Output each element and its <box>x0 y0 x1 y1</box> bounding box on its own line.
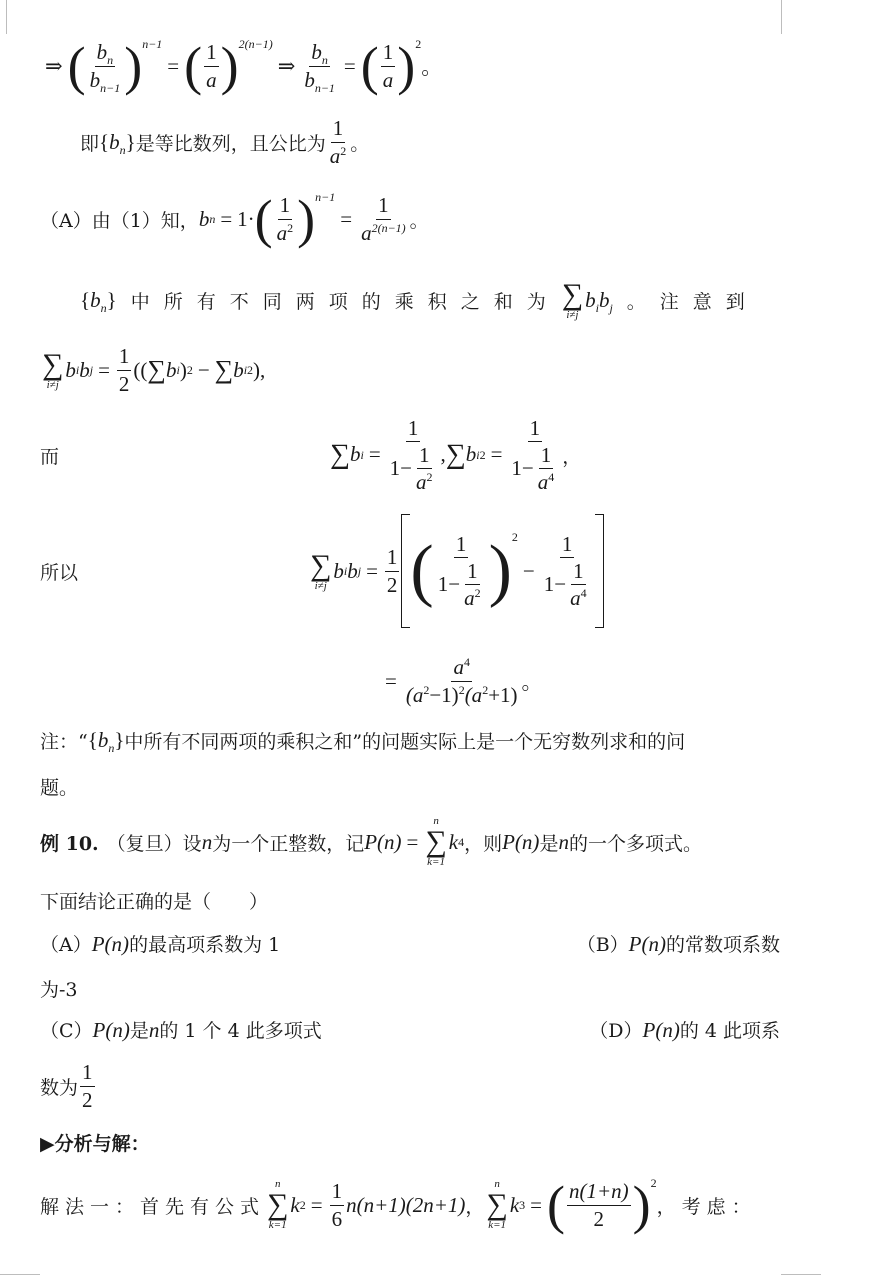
option-d-continued: 数为 $\frac{1}{2}$ <box>40 1060 93 1112</box>
note-line: 注：“ $\{b_n\}$ 中所有不同两项的乘积之和”的问题实际上是一个无穷数列求和的问 <box>40 727 686 755</box>
option-b[interactable]: （B）P(n)的常数项系数 <box>576 931 780 956</box>
solution-method-one: 解法一：首先有公式 n ∑ k=1 k 2 = $\frac{1}{6}$ n(n+1)(2n+1) ， n ∑ k=1 k 3 = ( $\frac{n(1+n)}{2}$ ) $^2$ ，考虑： <box>40 1175 757 1235</box>
option-b-continued: 为-3 <box>40 978 78 1001</box>
note-line-end: 题。 <box>40 776 79 799</box>
crop-mark-bottom-left <box>0 1274 40 1275</box>
option-c[interactable]: （C）P(n)是n的 1 个 4 此多项式 <box>40 1017 322 1042</box>
product-sum-identity: ∑ i≠j b i b j = $\frac{1}{2}$ (( ∑ b i ) 2 − ∑ b i 2 ), <box>42 344 266 396</box>
equation-ratio-implication: ⇒ ( $\frac{b_n}{b_{n-1}}$ ) $^{n-1}$ = ( $\frac{1}{a}$ ) $^{2(n-1)}$ ⇒ $\frac{b_n}{b_{n-1}}$ = ( $\frac{1}{a}$ ) $^2$ 。 <box>45 36 443 96</box>
geometric-sequence-statement: 即 $\{b_n\}$ 是等比数列，且公比为 $\frac{1}{a^2}$ 。 <box>80 116 370 168</box>
option-d[interactable]: （D）P(n)的 4 此项系 <box>589 1017 780 1042</box>
sum-values: 而 ∑ b i = 1 1− $\frac{1}{a^2}$ , ∑ b i 2 = 1 1− $\frac{1}{a^4}$ ， <box>40 415 582 495</box>
bn-formula: （A）由（1）知， b n = 1 · ( $\frac{1}{a^2}$ ) $^{n-1}$ = $\frac{1}{a^{2(n-1)}}$ 。 <box>40 189 429 249</box>
final-expression: = $\frac{a^4}{(a^2-1)^2(a^2+1)}$ 。 <box>385 655 543 707</box>
question-prompt: 下面结论正确的是（ ） <box>40 890 269 913</box>
analysis-heading: ▶分析与解： <box>40 1132 150 1155</box>
product-sum-intro: $\{b_n\}$ 中所有不同两项的乘积之和为 ∑ i≠j $b_ib_j$ 。注意到 <box>80 277 759 321</box>
crop-mark-top-left <box>6 0 7 34</box>
example-10-statement: 例 10. （复旦）设 n 为一个正整数，记 P(n) = n ∑ k=1 k 4 ，则 P(n) 是 n 的一个多项式。 <box>40 815 702 868</box>
crop-mark-top-right <box>781 0 782 34</box>
options-a-b <box>40 926 780 960</box>
option-a[interactable]: （A）P(n)的最高项系数为 1 <box>40 931 281 956</box>
product-sum-result: 所以 ∑ i≠j b i b j = $\frac{1}{2}$ ( 1 1− $\frac{1}{a^2}$ ) $^2$ − 1 1− $\frac{1}{a^4}$ <box>40 512 780 630</box>
crop-mark-bottom-right <box>781 1274 821 1275</box>
options-c-d <box>40 1012 780 1046</box>
